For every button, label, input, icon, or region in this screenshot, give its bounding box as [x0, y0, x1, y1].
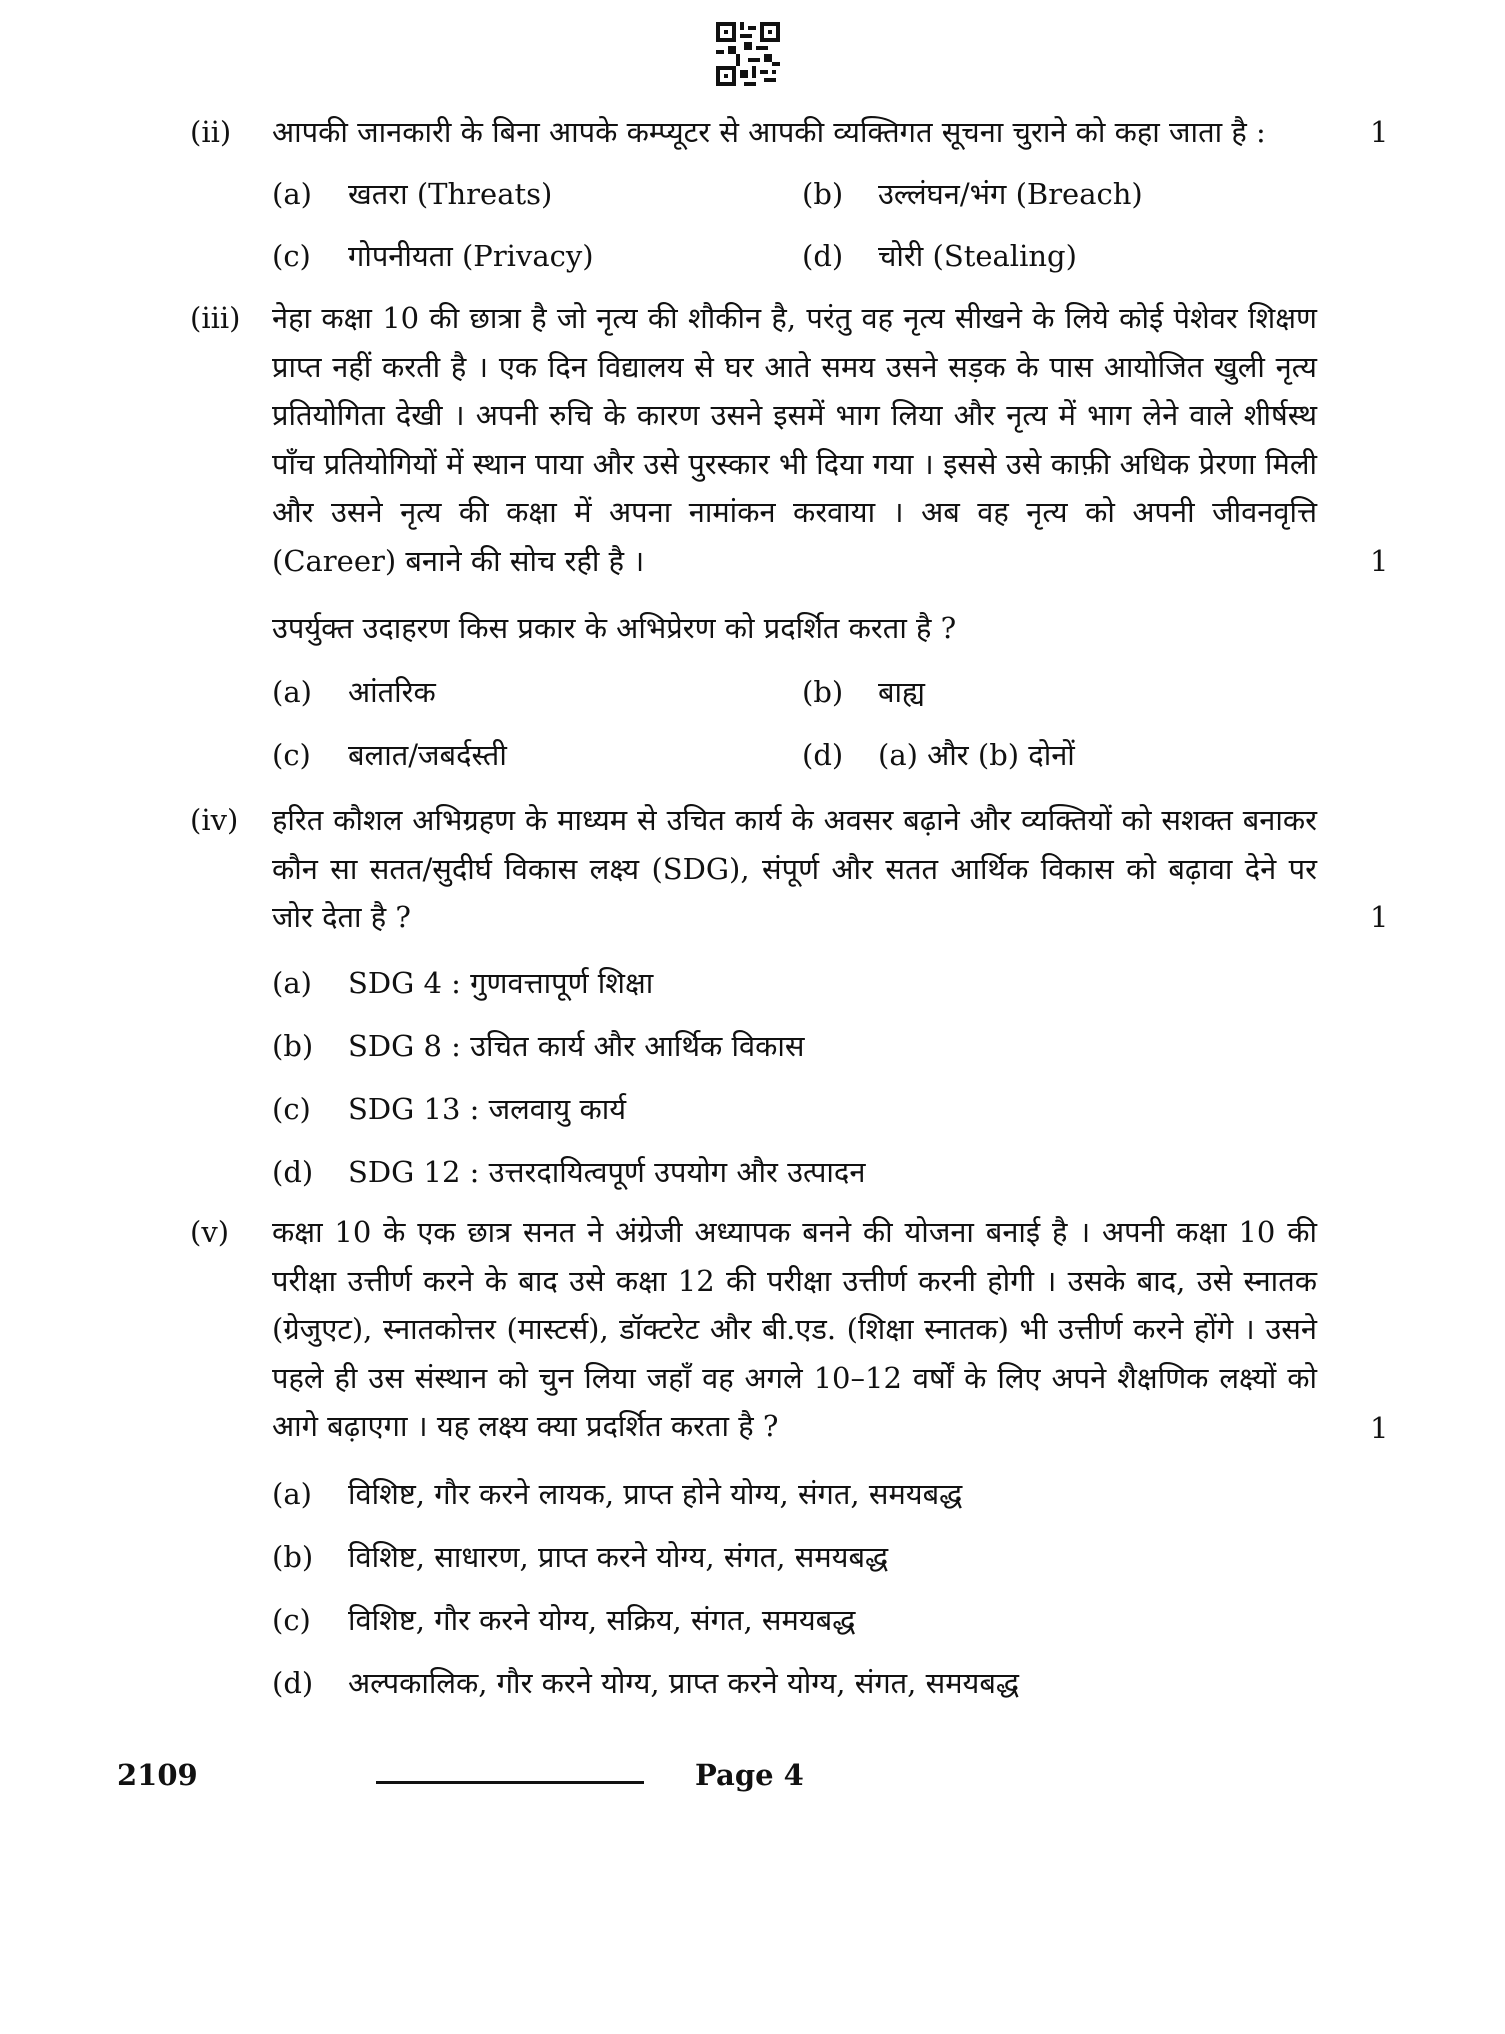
option-label: (d) — [802, 738, 844, 772]
option-text: विशिष्ट, गौर करने लायक, प्राप्त होने योग्य, संगत, समयबद्ध — [348, 1477, 963, 1511]
option-a — [272, 1470, 962, 1518]
question-number: (iv) — [190, 803, 239, 837]
option-label: (c) — [272, 1603, 311, 1637]
option-b — [802, 668, 925, 716]
option-c — [272, 232, 594, 280]
option-label: (a) — [272, 177, 312, 211]
question-text: नेहा कक्षा 10 की छात्रा है जो नृत्य की शौकीन है, परंतु वह नृत्य सीखने के लिये कोई पेशेवर शिक्षण प्राप्त नहीं करती है । एक दिन विद्यालय से घर आते समय उसने सड़क के पास आयोजित खुली नृत्य प्रतियोगिता देखी । अपनी रुचि के कारण उसने इसमें भाग लिया और नृत्य में भाग लेने वाले शीर्षस्थ पाँच प्रतियोगियों में स्थान पाया और उसे पुरस्कार भी दिया गया । इससे उसे काफ़ी अधिक प्रेरणा मिली और उसने नृत्य की कक्षा में अपना नामांकन करवाया । अब वह नृत्य को अपनी जीवनवृत्ति (Career) बनाने की सोच रही है । — [272, 301, 1317, 578]
question-iv — [190, 796, 1389, 1196]
option-text: आंतरिक — [348, 675, 436, 709]
option-c — [272, 731, 507, 779]
question-ii — [190, 108, 1389, 273]
option-text: गोपनीयता (Privacy) — [348, 239, 594, 273]
option-label: (b) — [272, 1029, 314, 1063]
question-v — [190, 1208, 1389, 1708]
option-text: SDG 13 : जलवायु कार्य — [348, 1092, 627, 1126]
option-label: (a) — [272, 1477, 312, 1511]
option-label: (b) — [802, 675, 844, 709]
option-label: (b) — [272, 1540, 314, 1574]
option-label: (b) — [802, 177, 844, 211]
option-a — [272, 959, 653, 1007]
option-label: (d) — [272, 1666, 314, 1700]
option-d — [802, 232, 1077, 280]
option-text: खतरा (Threats) — [348, 177, 553, 211]
question-iii — [190, 294, 1389, 774]
option-b — [272, 1533, 888, 1581]
option-c — [272, 1596, 855, 1644]
question-text: आपकी जानकारी के बिना आपके कम्प्यूटर से आपकी व्यक्तिगत सूचना चुराने को कहा जाता है : — [272, 115, 1266, 149]
option-a — [272, 170, 552, 218]
option-label: (c) — [272, 1092, 311, 1126]
question-marks: 1 — [1370, 900, 1389, 934]
option-text: SDG 4 : गुणवत्तापूर्ण शिक्षा — [348, 966, 654, 1000]
option-text: बाह्य — [878, 675, 925, 709]
option-text: चोरी (Stealing) — [878, 239, 1077, 273]
option-label: (d) — [802, 239, 844, 273]
option-a — [272, 668, 436, 716]
option-d — [272, 1148, 865, 1196]
footer-divider — [376, 1781, 644, 1784]
option-c — [272, 1085, 626, 1133]
option-text: अल्पकालिक, गौर करने योग्य, प्राप्त करने योग्य, संगत, समयबद्ध — [348, 1666, 1020, 1700]
option-text: विशिष्ट, गौर करने योग्य, सक्रिय, संगत, समयबद्ध — [348, 1603, 856, 1637]
option-text: SDG 12 : उत्तरदायित्वपूर्ण उपयोग और उत्पादन — [348, 1155, 866, 1189]
question-number: (ii) — [190, 115, 232, 149]
paper-code: 2109 — [117, 1758, 198, 1792]
option-b — [272, 1022, 805, 1070]
option-text: विशिष्ट, साधारण, प्राप्त करने योग्य, संगत, समयबद्ध — [348, 1540, 889, 1574]
option-d — [802, 731, 1075, 779]
option-text: SDG 8 : उचित कार्य और आर्थिक विकास — [348, 1029, 805, 1063]
question-text: कक्षा 10 के एक छात्र सनत ने अंग्रेजी अध्यापक बनने की योजना बनाई है । अपनी कक्षा 10 की परीक्षा उत्तीर्ण करने के बाद उसे कक्षा 12 की परीक्षा उत्तीर्ण करनी होगी । उसके बाद, उसे स्नातक (ग्रेजुएट), स्नातकोत्तर (मास्टर्स), डॉक्टरेट और बी.एड. (शिक्षा स्नातक) भी उत्तीर्ण करने होंगे । उसने पहले ही उस संस्थान को चुन लिया जहाँ वह अगले 10–12 वर्षों के लिए अपने शैक्षणिक लक्ष्यों को आगे बढ़ाएगा । यह लक्ष्य क्या प्रदर्शित करता है ? — [272, 1215, 1317, 1443]
option-label: (c) — [272, 738, 311, 772]
option-text: (a) और (b) दोनों — [878, 738, 1075, 772]
option-text: उल्लंघन/भंग (Breach) — [878, 177, 1143, 211]
option-b — [802, 170, 1143, 218]
option-label: (a) — [272, 966, 312, 1000]
question-number: (v) — [190, 1215, 230, 1249]
question-marks: 1 — [1370, 1411, 1389, 1445]
option-label: (a) — [272, 675, 312, 709]
sub-question-text: उपर्युक्त उदाहरण किस प्रकार के अभिप्रेरण को प्रदर्शित करता है ? — [272, 611, 957, 645]
question-text: हरित कौशल अभिग्रहण के माध्यम से उचित कार्य के अवसर बढ़ाने और व्यक्तियों को सशक्त बनाकर कौन सा सतत/सुदीर्घ विकास लक्ष्य (SDG), संपूर्ण और सतत आर्थिक विकास को बढ़ावा देने पर जोर देता है ? — [272, 803, 1317, 934]
qr-code-icon — [716, 22, 780, 86]
option-label: (d) — [272, 1155, 314, 1189]
option-text: बलात/जबर्दस्ती — [348, 738, 507, 772]
question-number: (iii) — [190, 301, 241, 335]
page-number: Page 4 — [695, 1758, 804, 1792]
question-marks: 1 — [1370, 544, 1389, 578]
option-d — [272, 1659, 1019, 1707]
option-label: (c) — [272, 239, 311, 273]
question-marks: 1 — [1370, 115, 1389, 149]
